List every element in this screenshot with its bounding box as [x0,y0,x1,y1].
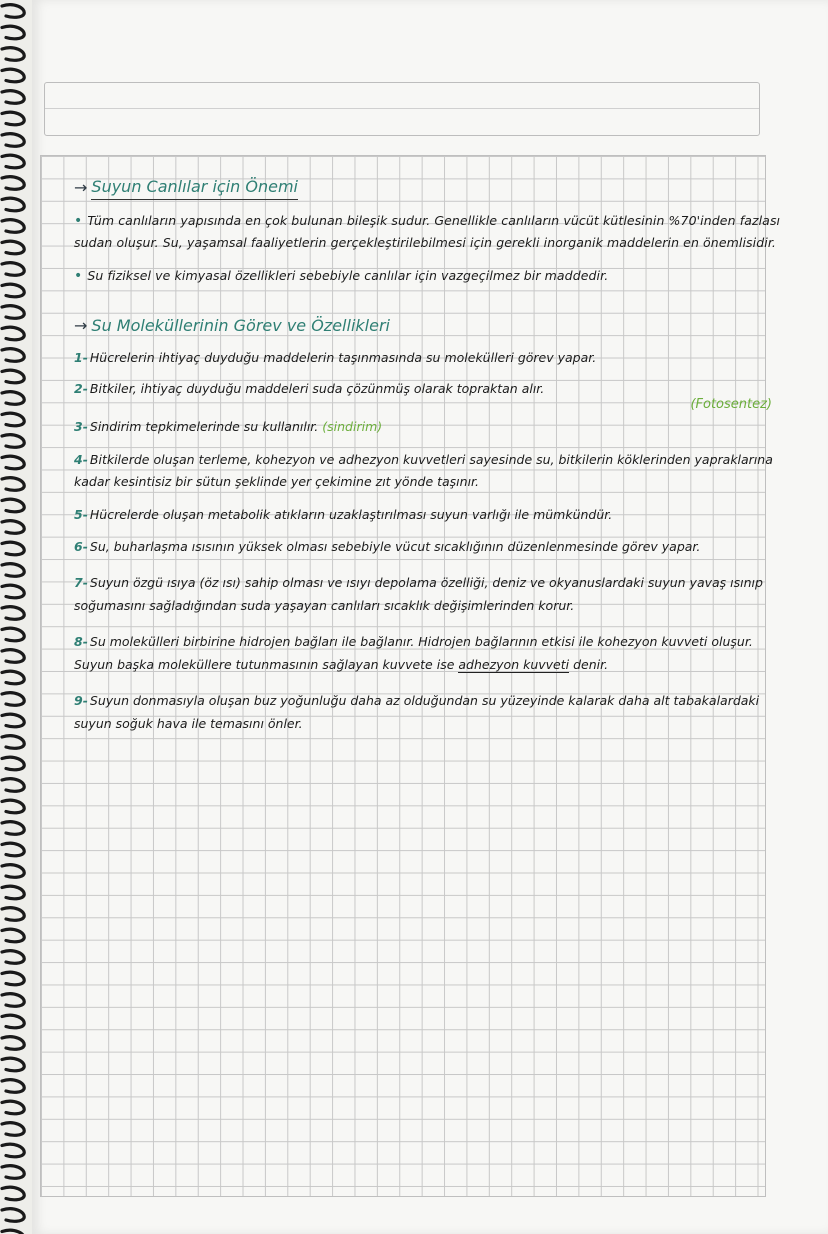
heading-title: Su Moleküllerinin Görev ve Özellikleri [91,316,390,336]
spiral-coil [2,1230,24,1234]
spiral-coil [2,1187,24,1200]
spiral-coil [2,1080,24,1093]
spiral-coil [2,1015,24,1028]
spiral-coil [2,929,24,942]
list-item: 8- Su molekülleri birbirine hidrojen bağları ile bağlanır. Hidrojen bağlarının etkisi ile kohezyon kuvveti oluşur. Suyun başka moleküllere tutunmasının sağlayan kuvvete ise adhezyon kuvveti denir. [74,634,753,672]
notes-content [74,176,784,735]
spiral-coil [2,499,24,512]
spiral-coil [2,198,24,211]
spiral-coil [2,779,24,792]
section-heading-properties [74,315,784,337]
spiral-coil [2,392,24,405]
spiral-coil [2,91,24,104]
spiral-coil [2,671,24,684]
spiral-coil [2,134,24,147]
heading-title: Suyun Canlılar için Önemi [91,176,298,200]
spiral-coil [2,736,24,749]
spiral-coil [2,241,24,254]
spiral-coil [2,757,24,770]
spiral-coil [2,456,24,469]
spiral-coil [2,994,24,1007]
paragraph-1 [74,210,784,255]
spiral-coil [2,908,24,921]
spiral-coil [2,48,24,61]
spiral-coil [2,1037,24,1050]
spiral-coil [2,435,24,448]
spiral-coil [2,1123,24,1136]
spiral-coil [2,370,24,383]
list-item: 4- Bitkilerde oluşan terleme, kohezyon ve adhezyon kuvvetleri sayesinde su, bitkilerin köklerinden yapraklarına kadar kesintisiz bir sütun şeklinde yer çekimine zıt yönde taşınır. [74,451,773,490]
list-item: 6- Su, buharlaşma ısısının yüksek olması sebebiyle vücut sıcaklığının düzenlenmesinde görev yapar. [74,539,701,555]
spiral-coil [2,263,24,276]
spiral-coil [2,155,24,168]
list-item: 1- Hücrelerin ihtiyaç duyduğu maddelerin taşınmasında su molekülleri görev yapar. [74,350,597,366]
spiral-coil [2,1144,24,1157]
list-item: 5- Hücrelerde oluşan metabolik atıkların uzaklaştırılması suyun varlığı ile mümkündür. [74,506,613,522]
spiral-coil [2,284,24,297]
list-item: 7- Suyun özgü ısıya (öz ısı) sahip olması ve ısıyı depolama özelliği, deniz ve okyanuslardaki suyun yavaş ısınıp soğumasını sağladığından suda yaşayan canlıları sıcaklık değişimlerinden korur. [74,575,763,613]
spiral-coil [2,306,24,319]
spiral-coil [2,972,24,985]
paragraph-text: Tüm canlıların yapısında en çok bulunan bileşik sudur. Genellikle canlıların vücüt kütlesinin %70'inden fazlası sudan oluşur. Su, yaşamsal faaliyetlerin gerçekleştirilebilmesi için gerekli inorganik maddelerin en önemlisidir. [74,213,781,251]
spiral-coil [2,1209,24,1222]
spiral-coil [2,564,24,577]
spiral-coil [2,349,24,362]
spiral-coil [2,112,24,125]
spiral-coil [2,327,24,340]
spiral-coil [2,693,24,706]
list-item: 2- Bitkiler, ihtiyaç duyduğu maddeleri suda çözünmüş olarak topraktan alır. (Fotosentez) [74,378,784,417]
bullet-icon: • [74,267,83,284]
spiral-coil [2,1166,24,1179]
bullet-icon: • [74,213,83,229]
inline-note: (sindirim) [322,419,383,435]
spiral-coil [2,650,24,663]
spiral-coil [2,865,24,878]
spiral-coil [2,800,24,813]
arrow-icon: → [74,316,88,336]
spiral-coil [2,607,24,620]
spiral-coil [2,220,24,233]
paragraph-2 [74,265,784,287]
section-heading-importance [74,176,784,200]
spiral-coil [2,951,24,964]
spiral-coil [2,1058,24,1071]
spiral-coil [2,843,24,856]
spiral-coil [2,413,24,426]
spiral-coil [2,5,24,18]
header-line [45,108,759,109]
spiral-coil [2,1101,24,1114]
spiral-coil [2,26,24,39]
spiral-coil [2,822,24,835]
spiral-coil [2,521,24,534]
spiral-coil [2,69,24,82]
spiral-coil [2,177,24,190]
list-item: 3- Sindirim tepkimelerinde su kullanılır. (sindirim) [74,419,383,435]
spiral-coil [2,585,24,598]
header-box [44,82,760,136]
spiral-binding [0,0,32,1234]
list-item: 9- Suyun donmasıyla oluşan buz yoğunluğu daha az olduğundan su yüzeyinde kalarak daha alt tabakalardaki suyun soğuk hava ile temasını önler. [74,693,760,731]
arrow-icon: → [74,178,88,197]
margin-note: (Fotosentez) [690,397,772,413]
paragraph-text: Su fiziksel ve kimyasal özellikleri sebebiyle canlılar için vazgeçilmez bir maddedir. [87,267,609,283]
spiral-coil [2,714,24,727]
spiral-coil [2,542,24,555]
spiral-coil [2,478,24,491]
spiral-coil [2,886,24,899]
spiral-coil [2,628,24,641]
underlined-term: adhezyon kuvveti [458,656,570,672]
